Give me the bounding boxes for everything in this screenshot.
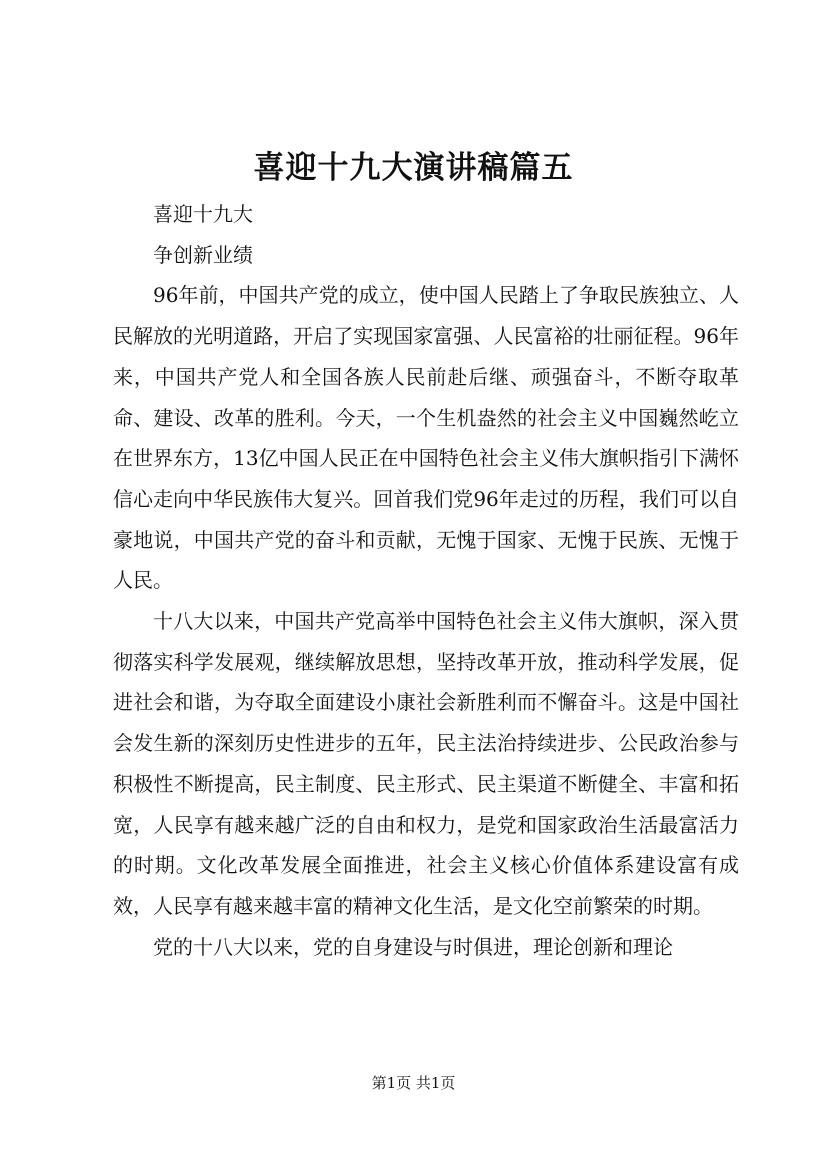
- paragraph-1: 96年前，中国共产党的成立，使中国人民踏上了争取民族独立、人民解放的光明道路，开启了实现国家富强、人民富裕的壮丽征程。96年来，中国共产党人和全国各族人民前赴后继、顽强奋斗，不断夺取革命、建设、改革的胜利。今天，一个生机盎然的社会主义中国巍然屹立在世界东方，13亿中国人民正在中国特色社会主义伟大旗帜指引下满怀信心走向中华民族伟大复兴。回首我们党96年走过的历程，我们可以自豪地说，中国共产党的奋斗和贡献，无愧于国家、无愧于民族、无愧于人民。: [113, 283, 739, 593]
- paragraph-3: 党的十八大以来，党的自身建设与时俱进，理论创新和理论: [153, 934, 673, 959]
- subtitle-line-2: 争创新业绩: [153, 242, 253, 267]
- paragraph-2: 十八大以来，中国共产党高举中国特色社会主义伟大旗帜，深入贯彻落实科学发展观，继续解放思想，坚持改革开放，推动科学发展，促进社会和谐，为夺取全面建设小康社会新胜利而不懈奋斗。这是中国社会发生新的深刻历史性进步的五年，民主法治持续进步、公民政治参与积极性不断提高，民主制度、民主形式、民主渠道不断健全、丰富和拓宽，人民享有越来越广泛的自由和权力，是党和国家政治生活最富活力的时期。文化改革发展全面推进，社会主义核心价值体系建设富有成效，人民享有越来越丰富的精神文化生活，是文化空前繁荣的时期。: [113, 609, 739, 918]
- subtitle-line-1: 喜迎十九大: [153, 202, 253, 226]
- page-footer: 第1页 共1页: [371, 1074, 456, 1092]
- document-body: [113, 194, 739, 967]
- document-title: 喜迎十九大演讲稿篇五: [253, 150, 574, 186]
